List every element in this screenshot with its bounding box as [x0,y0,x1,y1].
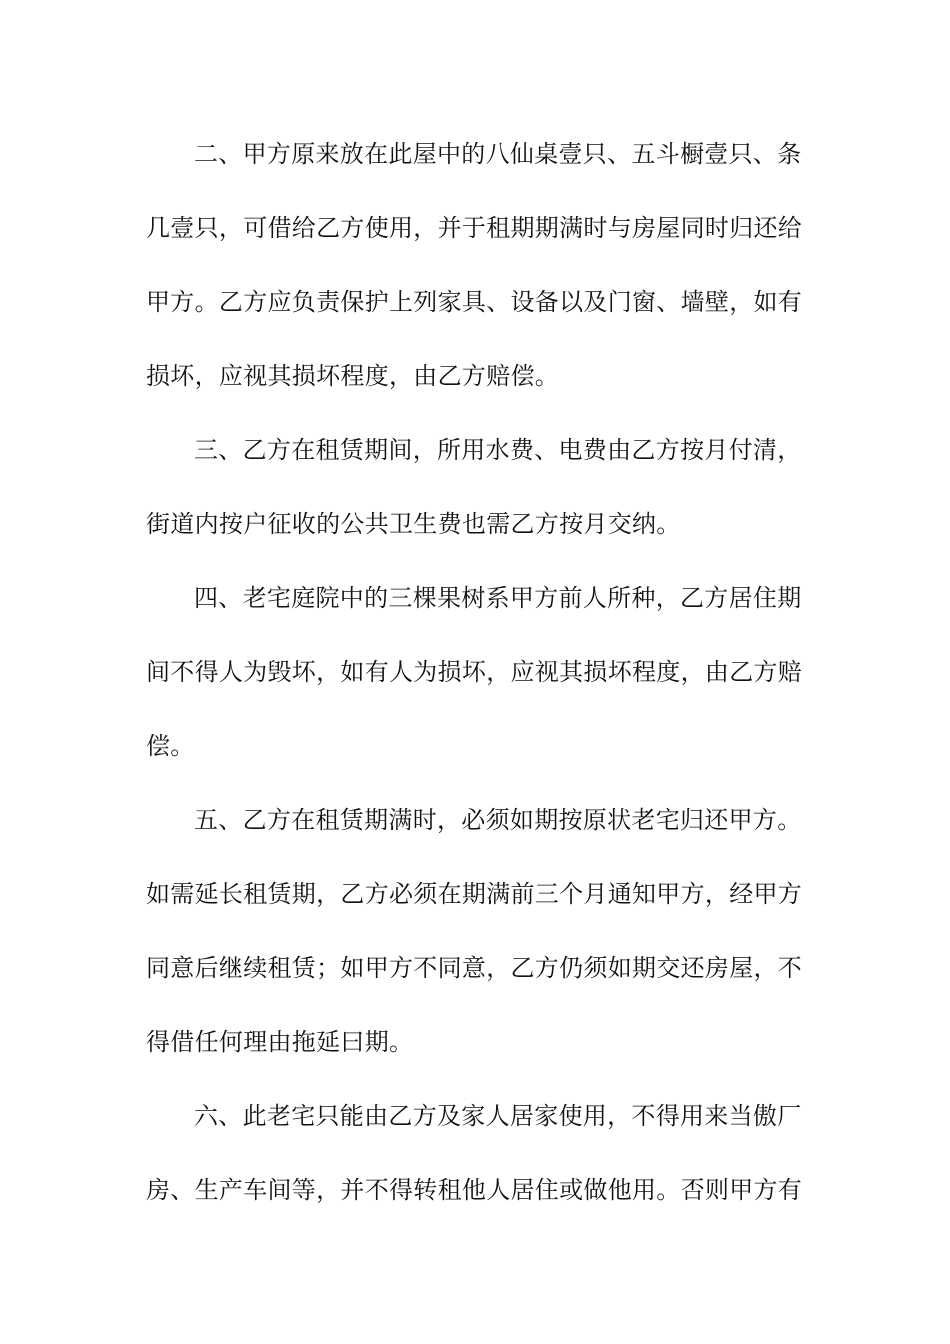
text-line-8: 间不得人为毁坏，如有人为损坏，应视其损坏程度，由乙方赔 [146,658,803,686]
text-line-7: 四、老宅庭院中的三棵果树系甲方前人所种，乙方居住期 [194,584,802,612]
text-line-9: 偿。 [146,732,195,760]
text-line-15: 房、生产车间等，并不得转租他人居住或做他用。否则甲方有 [146,1176,803,1204]
text-line-12: 同意后继续租赁；如甲方不同意，乙方仍须如期交还房屋，不 [146,954,803,982]
document-body [146,128,806,1238]
text-line-6: 街道内按户征收的公共卫生费也需乙方按月交纳。 [146,510,681,538]
text-line-14: 六、此老宅只能由乙方及家人居家使用，不得用来当傲厂 [194,1102,802,1130]
text-line-11: 如需延长租赁期，乙方必须在期满前三个月通知甲方，经甲方 [146,880,803,908]
text-line-2: 几壹只，可借给乙方使用，并于租期期满时与房屋同时归还给 [146,214,803,242]
text-line-13: 得借任何理由拖延曰期。 [146,1028,414,1056]
text-line-4: 损坏，应视其损坏程度，由乙方赔偿。 [146,362,560,390]
text-line-1: 二、甲方原来放在此屋中的八仙桌壹只、五斗橱壹只、条 [194,140,802,168]
text-line-3: 甲方。乙方应负责保护上列家具、设备以及门窗、墙壁，如有 [146,288,803,316]
text-line-5: 三、乙方在租赁期间，所用水费、电费由乙方按月付清， [194,436,802,464]
text-line-10: 五、乙方在租赁期满时，必须如期按原状老宅归还甲方。 [194,806,802,834]
